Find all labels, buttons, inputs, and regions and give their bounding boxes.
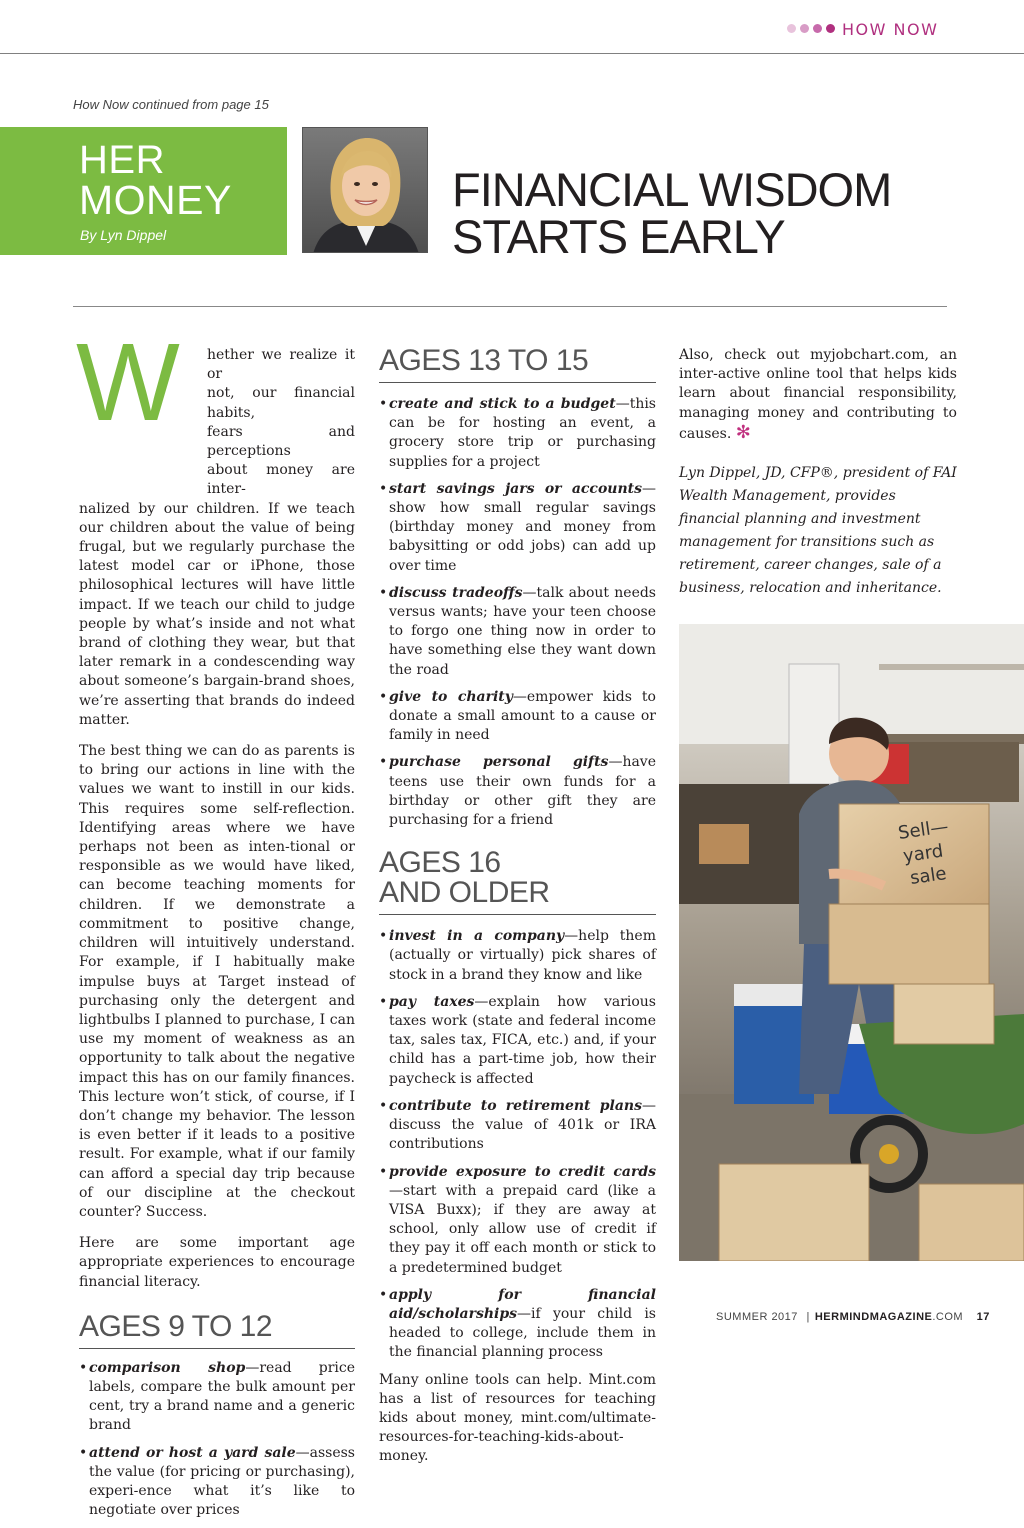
footer-separator: | <box>806 1311 810 1323</box>
list-ages-13-15 <box>379 395 656 830</box>
heading-line: AND OLDER <box>379 876 550 910</box>
body-paragraph-3: Here are some important age appropriate experiences to encourage financial literacy. <box>79 1235 355 1290</box>
dot-3 <box>813 24 822 33</box>
page-number: 17 <box>976 1311 990 1323</box>
intro-line: not, our financial habits, <box>207 385 355 421</box>
list-item: • give to charity—empower kids to donate a small amount to a cause or family in need <box>379 688 656 746</box>
list-item: • create and stick to a budget—this can be for hosting an event, a grocery store trip or purchasing supplies for a project <box>379 395 656 472</box>
list-item: • invest in a company—help them (actually or virtually) pick shares of stock in a brand they know and like <box>379 927 656 985</box>
list-item: • pay taxes—explain how various taxes work (state and federal income tax, sales tax, FICA, etc.) and, if your child has a part-time job, how their paycheck is affected <box>379 993 656 1089</box>
intro-line: fears and perceptions <box>207 423 355 460</box>
headline-line2: STARTS EARLY <box>452 210 785 263</box>
box-text-line3: sale <box>908 863 948 889</box>
header-dots <box>787 24 835 33</box>
intro-line: about money are inter- <box>207 462 355 498</box>
dot-2 <box>800 24 809 33</box>
box-text-line1: Sell— <box>896 816 950 844</box>
section-heading-ages-16-older <box>379 848 656 915</box>
footer-site-2: MAGAZINE <box>869 1311 933 1323</box>
yard-sale-photo <box>679 624 1024 1261</box>
footer-issue: SUMMER 2017 <box>716 1311 798 1323</box>
intro-paragraph: nalized by our children. If we teach our children about the value of being frugal, but we regularly purchase the latest model car or iPhone, those philosophical lectures will have little impact. If we teach our child to judge people by what’s inside and not what brand of clothing they wear, but that later remark in a condescending way about someone’s bargain-brand shoes, we’re asserting that brands do indeed matter. <box>79 500 355 728</box>
list-ages-16-older <box>379 927 656 1362</box>
byline: By Lyn Dippel <box>80 227 167 243</box>
headline <box>452 163 892 263</box>
list-item: • contribute to retirement plans—discuss the value of 401k or IRA contributions <box>379 1097 656 1155</box>
list-item: • attend or host a yard sale—assess the value (for pricing or purchasing), experi-ence what it’s like to negotiate over prices <box>79 1444 355 1521</box>
box-text-line2: yard <box>901 840 945 867</box>
footer-site-1: HERMIND <box>814 1311 870 1323</box>
column-2 <box>379 346 656 1479</box>
header-rule <box>0 53 1024 54</box>
also-paragraph: Also, check out myjobchart.com, an inter-active online tool that helps kids learn about financial responsibility, managing money and contributing to causes. ✻ <box>679 347 957 443</box>
list-item: • start savings jars or accounts—show how small regular savings (birthday money and money from babysitting or odd jobs) can add up over time <box>379 480 656 576</box>
dot-4 <box>826 24 835 33</box>
photo-image <box>679 624 1024 1261</box>
title-rule <box>73 306 947 307</box>
headshot-image <box>303 128 428 253</box>
author-bio: Lyn Dippel, JD, CFP®, president of FAI Wealth Management, provides financial planning and investment management for transitions such as retirement, career changes, sale of a business, relocation and inheritance. <box>679 465 957 597</box>
column-name-line1: HER <box>79 138 165 182</box>
column-3 <box>679 346 957 612</box>
list-item: • purchase personal gifts—have teens use their own funds for a birthday or other gift they are purchasing for a friend <box>379 753 656 830</box>
continued-note: How Now continued from page 15 <box>73 97 269 112</box>
list-item: • discuss tradeoffs—talk about needs versus wants; have your teen choose to forgo one thing now in order to have something else they want down the road <box>379 584 656 680</box>
column-1 <box>79 346 355 1528</box>
author-headshot <box>302 127 428 253</box>
list-item: • apply for financial aid/scholarships—if your child is headed to college, include them in the financial planning process <box>379 1286 656 1363</box>
end-mark-icon: ✻ <box>735 421 751 443</box>
column-name-line2: MONEY <box>79 177 232 223</box>
section-heading-ages-9-12: AGES 9 TO 12 <box>79 1312 355 1349</box>
page-footer <box>716 1311 990 1323</box>
list-item: • comparison shop—read price labels, compare the bulk amount per cent, try a brand name and a generic brand <box>79 1359 355 1436</box>
intro-line: hether we realize it or <box>207 347 355 383</box>
heading-line: AGES 16 <box>379 846 501 880</box>
intro-lines <box>79 346 355 500</box>
dot-1 <box>787 24 796 33</box>
list-ages-9-12 <box>79 1359 355 1521</box>
drop-cap: W <box>76 321 180 444</box>
section-heading-ages-13-15: AGES 13 TO 15 <box>379 346 656 383</box>
section-label: HOW NOW <box>842 20 939 39</box>
body-paragraph-2: The best thing we can do as parents is to bring our actions in line with the values we want to instill in our kids. This requires some self-reflection. Identifying areas where we have perhaps not been as inten-tional or responsible as we would have liked, can become teaching moments for children. If we demonstrate a commitment to positive change, children will intuitively understand. For example, if I habitually make impulse buys at Target instead of purchasing only the detergent and lightbulbs I planned to purchase, I can use my moment of weakness as an opportunity to talk about the negative impact this has on our family finances. This lecture won’t stick, of course, if I don’t change my behavior. The lesson is even better if it leads to a positive result. For example, what if our family can afford a special day trip because of our discipline at the checkout counter? Success. <box>79 743 355 1220</box>
headline-line1: FINANCIAL WISDOM <box>452 163 892 216</box>
footer-site-3: .COM <box>932 1311 964 1323</box>
tools-paragraph: Many online tools can help. Mint.com has a list of resources for teaching kids about money, mint.com/ultimate-resources-for-teaching-kids-about-money. <box>379 1371 656 1465</box>
list-item: • provide exposure to credit cards—start with a prepaid card (like a VISA Buxx); if they are away at school, only allow use of credit if they pay it off each month or stick to a predetermined budget <box>379 1163 656 1278</box>
